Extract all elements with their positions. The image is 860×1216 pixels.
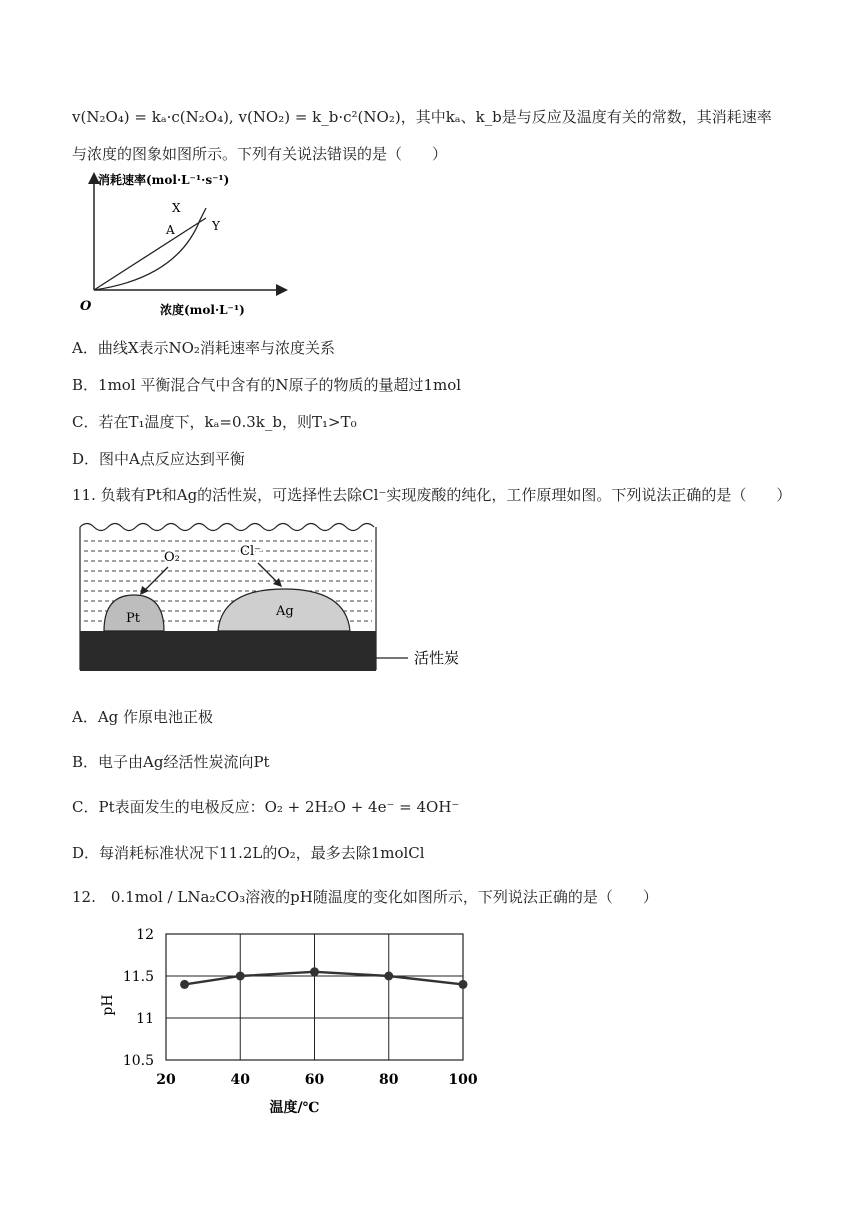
- data-point: [236, 972, 245, 981]
- curve-y: [94, 218, 206, 290]
- curve-x: [94, 208, 206, 290]
- intro-formula-line: v(N₂O₄) = kₐ·c(N₂O₄), v(NO₂) = k_b·c²(NO₂)，其中kₐ、k_b是与反应及温度有关的常数，其消耗速率: [72, 108, 772, 126]
- q11-option-d: D．每消耗标准状况下11.2L的O₂，最多去除1molCl: [72, 844, 425, 862]
- cl-label: Cl⁻: [240, 544, 261, 559]
- carbon-label: 活性炭: [414, 649, 460, 667]
- q11-stem: 11. 负载有Pt和Ag的活性炭，可选择性去除Cl⁻实现废酸的纯化，工作原理如图。下列说法正确的是（ ）: [72, 486, 792, 504]
- data-point: [180, 980, 189, 989]
- label-curve-x: X: [172, 201, 181, 215]
- x-axis-label: 温度/℃: [269, 1100, 320, 1116]
- x-tick-label: 40: [230, 1072, 250, 1088]
- rate-concentration-graph: [72, 168, 302, 326]
- o2-label: O₂: [164, 550, 180, 565]
- data-point: [310, 967, 319, 976]
- y-axis-label: pH: [100, 994, 116, 1016]
- ag-label: Ag: [276, 604, 294, 619]
- x-tick-label: 80: [379, 1072, 399, 1088]
- graph1-ylabel: 消耗速率(mol·L⁻¹·s⁻¹): [98, 173, 230, 187]
- series-line: [185, 972, 463, 985]
- data-point: [459, 980, 468, 989]
- activated-carbon-diagram: [72, 515, 482, 675]
- q10-option-c: C．若在T₁温度下，kₐ=0.3k_b，则T₁>T₀: [72, 413, 357, 431]
- pt-label: Pt: [126, 611, 140, 626]
- q10-option-d: D．图中A点反应达到平衡: [72, 450, 245, 468]
- data-point: [384, 972, 393, 981]
- y-tick-label: 12: [136, 927, 154, 943]
- label-curve-y: Y: [212, 219, 220, 233]
- ph-temperature-chart: [92, 920, 492, 1120]
- intro-question-line: 与浓度的图象如图所示。下列有关说法错误的是（ ）: [72, 145, 448, 163]
- liquid-surface: [80, 524, 374, 531]
- x-tick-label: 20: [156, 1072, 176, 1088]
- graph1-origin: O: [80, 299, 92, 314]
- cl-arrow: [258, 563, 278, 583]
- activated-carbon-layer: [80, 631, 376, 671]
- y-tick-label: 11: [136, 1011, 154, 1027]
- x-tick-label: 100: [448, 1072, 478, 1088]
- x-tick-label: 60: [304, 1072, 325, 1088]
- graph1-xlabel: 浓度(mol·L⁻¹): [160, 303, 245, 317]
- q11-option-c: C．Pt表面发生的电极反应：O₂ + 2H₂O + 4e⁻ = 4OH⁻: [72, 798, 460, 816]
- y-tick-label: 11.5: [122, 969, 154, 985]
- q10-option-a: A．曲线X表示NO₂消耗速率与浓度关系: [72, 339, 335, 357]
- q12-stem: 12. 0.1mol / LNa₂CO₃溶液的pH随温度的变化如图所示，下列说法正确的是（ ）: [72, 888, 658, 906]
- q10-option-b: B．1mol 平衡混合气中含有的N原子的物质的量超过1mol: [72, 376, 462, 394]
- y-tick-label: 10.5: [122, 1053, 154, 1069]
- label-point-a: A: [166, 223, 175, 237]
- q11-option-a: A．Ag 作原电池正极: [72, 708, 214, 726]
- q11-option-b: B．电子由Ag经活性炭流向Pt: [72, 753, 270, 771]
